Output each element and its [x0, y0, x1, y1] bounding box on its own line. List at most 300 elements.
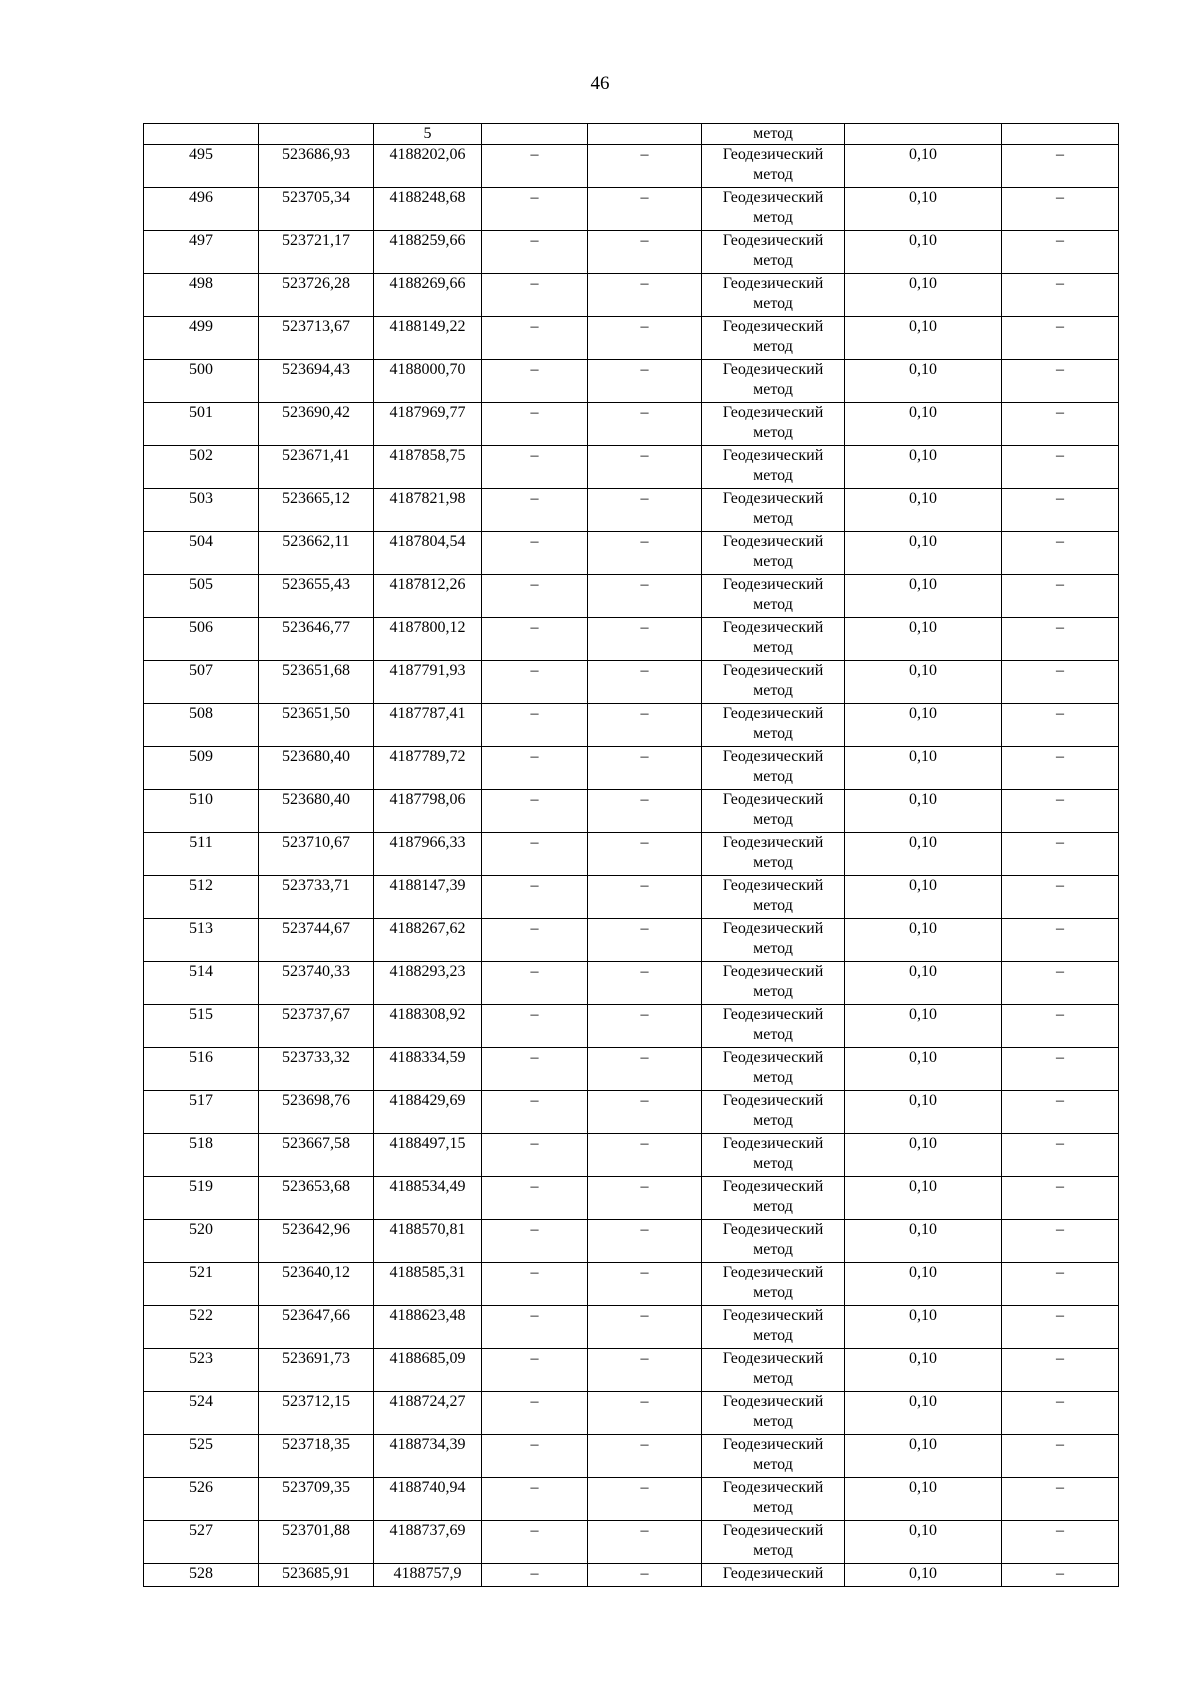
table-row [144, 317, 1119, 360]
table-row [144, 747, 1119, 790]
cell-col4: – [482, 1306, 588, 1349]
cell-point-number: 511 [144, 833, 259, 876]
cell-col8: – [1002, 1005, 1119, 1048]
table-row [144, 1306, 1119, 1349]
cell-col5: – [588, 532, 702, 575]
cell-point-number: 500 [144, 360, 259, 403]
y-coordinate-value: 4188429,69 [389, 1092, 466, 1109]
cell-col8: – [1002, 747, 1119, 790]
y-coordinate-value: 4188259,66 [389, 232, 466, 249]
y-coordinate-value: 4187804,54 [389, 533, 466, 550]
table-row [144, 1564, 1119, 1587]
cell-method: Геодезический метод [702, 1392, 845, 1435]
cell-point-number: 506 [144, 618, 259, 661]
table-row [144, 532, 1119, 575]
y-coordinate-value: 4188497,15 [389, 1135, 466, 1152]
cell-x: 523709,35 [259, 1478, 374, 1521]
cell-col5: – [588, 1220, 702, 1263]
cell-accuracy: 0,10 [845, 790, 1002, 833]
cell-method: Геодезический метод [702, 317, 845, 360]
cell-col4: – [482, 1177, 588, 1220]
cell-col5: – [588, 231, 702, 274]
cell-accuracy: 0,10 [845, 274, 1002, 317]
y-coordinate-value: 4188334,59 [389, 1049, 466, 1066]
y-coordinate-value: 4188147,39 [389, 877, 466, 894]
cell-y [374, 962, 482, 1005]
cell-point-number: 499 [144, 317, 259, 360]
cell-point-number: 501 [144, 403, 259, 446]
cell-col4: – [482, 1564, 588, 1587]
cell-x: 523655,43 [259, 575, 374, 618]
cell-point-number: 526 [144, 1478, 259, 1521]
cell-col5: – [588, 1263, 702, 1306]
cell-col5: – [588, 317, 702, 360]
cell-col4: – [482, 1435, 588, 1478]
cell-col5: – [588, 575, 702, 618]
cell-y [374, 1263, 482, 1306]
cell-accuracy: 0,10 [845, 360, 1002, 403]
y-coordinate-value: 4188685,09 [389, 1350, 466, 1367]
cell-point-number: 520 [144, 1220, 259, 1263]
cell-method: Геодезический метод [702, 532, 845, 575]
cell-y [374, 1521, 482, 1564]
cell-x: 523640,12 [259, 1263, 374, 1306]
cell-point-number: 505 [144, 575, 259, 618]
cell-x: 523647,66 [259, 1306, 374, 1349]
cell-y [374, 188, 482, 231]
cell-accuracy: 0,10 [845, 1005, 1002, 1048]
cell-accuracy: 0,10 [845, 661, 1002, 704]
cell-x: 523721,17 [259, 231, 374, 274]
cell-col5: – [588, 1306, 702, 1349]
y-coordinate-value: 4188737,69 [389, 1522, 466, 1539]
table-row-continued [144, 124, 1119, 145]
cell-method: Геодезический метод [702, 704, 845, 747]
cell-point-number: 522 [144, 1306, 259, 1349]
table-row [144, 446, 1119, 489]
cell-col5: – [588, 833, 702, 876]
cell-method: Геодезический метод [702, 575, 845, 618]
cell-col8: – [1002, 1564, 1119, 1587]
table-row [144, 1435, 1119, 1478]
cell-accuracy: 0,10 [845, 1134, 1002, 1177]
cell-method: Геодезический метод [702, 1005, 845, 1048]
cell-method: Геодезический метод [702, 1349, 845, 1392]
table-row [144, 1005, 1119, 1048]
cell-x: 523726,28 [259, 274, 374, 317]
y-coordinate-value: 4187798,06 [389, 791, 466, 808]
cell-y [374, 489, 482, 532]
cell-y [374, 446, 482, 489]
cell-col4: – [482, 704, 588, 747]
y-coordinate-value: 4187800,12 [389, 619, 466, 636]
cell-col8: – [1002, 317, 1119, 360]
cell-col8: – [1002, 1134, 1119, 1177]
cell-col4: – [482, 403, 588, 446]
table-row [144, 1091, 1119, 1134]
cell-y [374, 1220, 482, 1263]
cell-x: 523665,12 [259, 489, 374, 532]
cell-method: Геодезический метод [702, 1263, 845, 1306]
cell-method: Геодезический метод [702, 1048, 845, 1091]
cell-x: 523680,40 [259, 790, 374, 833]
cell-col5: – [588, 1392, 702, 1435]
cell-y [374, 1435, 482, 1478]
cell-col5: – [588, 274, 702, 317]
cell-col8: – [1002, 231, 1119, 274]
cell-y [374, 1564, 482, 1587]
cell-y [374, 1349, 482, 1392]
table-row [144, 575, 1119, 618]
cell-col4: – [482, 1521, 588, 1564]
cell-x: 523718,35 [259, 1435, 374, 1478]
cell-x: 523694,43 [259, 360, 374, 403]
cell-point-number: 504 [144, 532, 259, 575]
cell-y: 5 [374, 124, 482, 145]
cell-col8: – [1002, 575, 1119, 618]
cell-point-number: 517 [144, 1091, 259, 1134]
cell-x: 523671,41 [259, 446, 374, 489]
cell-col5: – [588, 1177, 702, 1220]
cell-y [374, 833, 482, 876]
cell-col4: – [482, 360, 588, 403]
cell-col5: – [588, 919, 702, 962]
y-coordinate-value: 4187787,41 [389, 705, 466, 722]
cell-col4: – [482, 1392, 588, 1435]
cell-point-number: 507 [144, 661, 259, 704]
y-coordinate-value: 4188740,94 [389, 1479, 466, 1496]
cell-accuracy: 0,10 [845, 1263, 1002, 1306]
cell-x: 523646,77 [259, 618, 374, 661]
cell-y [374, 1392, 482, 1435]
cell-accuracy: 0,10 [845, 532, 1002, 575]
cell-x: 523651,50 [259, 704, 374, 747]
cell-y [374, 704, 482, 747]
y-coordinate-value: 4187789,72 [389, 748, 466, 765]
cell-col8: – [1002, 1349, 1119, 1392]
cell-method: Геодезический метод [702, 747, 845, 790]
cell-method: Геодезический метод [702, 661, 845, 704]
cell-col8: – [1002, 1306, 1119, 1349]
table-row [144, 1177, 1119, 1220]
cell-point-number: 521 [144, 1263, 259, 1306]
y-coordinate-value: 4188534,49 [389, 1178, 466, 1195]
y-coordinate-value: 4187812,26 [389, 576, 466, 593]
cell-col8: – [1002, 1435, 1119, 1478]
cell-accuracy: 0,10 [845, 704, 1002, 747]
cell-col5: – [588, 747, 702, 790]
cell-point-number: 497 [144, 231, 259, 274]
cell-col4: – [482, 317, 588, 360]
y-coordinate-value: 4188724,27 [389, 1393, 466, 1410]
cell-x [259, 124, 374, 145]
cell-col8: – [1002, 1091, 1119, 1134]
cell-col4: – [482, 489, 588, 532]
table-row [144, 661, 1119, 704]
cell-col5: – [588, 1134, 702, 1177]
cell-point-number: 498 [144, 274, 259, 317]
cell-col8: – [1002, 1478, 1119, 1521]
table-row [144, 962, 1119, 1005]
cell-y [374, 532, 482, 575]
cell-x: 523685,91 [259, 1564, 374, 1587]
table-row [144, 360, 1119, 403]
cell-col5: – [588, 790, 702, 833]
cell-col4: – [482, 188, 588, 231]
cell-col4: – [482, 274, 588, 317]
coordinates-table [143, 123, 1119, 1587]
cell-y [374, 1048, 482, 1091]
cell-x: 523698,76 [259, 1091, 374, 1134]
cell-method: Геодезический метод [702, 1177, 845, 1220]
cell-col4: – [482, 1091, 588, 1134]
cell-col8: – [1002, 446, 1119, 489]
cell-x: 523712,15 [259, 1392, 374, 1435]
cell-accuracy: 0,10 [845, 1091, 1002, 1134]
cell-point-number [144, 124, 259, 145]
cell-x: 523680,40 [259, 747, 374, 790]
cell-point-number: 527 [144, 1521, 259, 1564]
cell-accuracy: 0,10 [845, 833, 1002, 876]
y-coordinate-value: 4187821,98 [389, 490, 466, 507]
table-row [144, 833, 1119, 876]
y-coordinate-value: 4188267,62 [389, 920, 466, 937]
cell-point-number: 515 [144, 1005, 259, 1048]
cell-y [374, 145, 482, 188]
cell-accuracy: 0,10 [845, 145, 1002, 188]
cell-col5: – [588, 1005, 702, 1048]
y-coordinate-value: 4188308,92 [389, 1006, 466, 1023]
table-row [144, 790, 1119, 833]
cell-method: Геодезический метод [702, 145, 845, 188]
cell-col8: – [1002, 1521, 1119, 1564]
cell-y [374, 274, 482, 317]
cell-col4: – [482, 962, 588, 1005]
cell-col8: – [1002, 1177, 1119, 1220]
cell-col4: – [482, 145, 588, 188]
y-coordinate-value: 4187966,33 [389, 834, 466, 851]
cell-x: 523737,67 [259, 1005, 374, 1048]
table-row [144, 1048, 1119, 1091]
cell-accuracy [845, 124, 1002, 145]
cell-accuracy: 0,10 [845, 317, 1002, 360]
table-row [144, 1392, 1119, 1435]
table-row [144, 1220, 1119, 1263]
cell-method: Геодезический метод [702, 790, 845, 833]
cell-col4: – [482, 618, 588, 661]
cell-point-number: 519 [144, 1177, 259, 1220]
cell-accuracy: 0,10 [845, 1177, 1002, 1220]
cell-col5: – [588, 1564, 702, 1587]
cell-accuracy: 0,10 [845, 575, 1002, 618]
cell-method: Геодезический метод [702, 1435, 845, 1478]
cell-point-number: 512 [144, 876, 259, 919]
cell-col4: – [482, 876, 588, 919]
y-coordinate-value: 4188269,66 [389, 275, 466, 292]
cell-x: 523705,34 [259, 188, 374, 231]
cell-x: 523667,58 [259, 1134, 374, 1177]
cell-col8: – [1002, 919, 1119, 962]
cell-col8: – [1002, 704, 1119, 747]
cell-y [374, 661, 482, 704]
page-number: 46 [590, 73, 610, 94]
cell-col8: – [1002, 532, 1119, 575]
cell-col8: – [1002, 833, 1119, 876]
cell-method: Геодезический метод [702, 231, 845, 274]
cell-y [374, 876, 482, 919]
table-row [144, 1349, 1119, 1392]
cell-x: 523744,67 [259, 919, 374, 962]
cell-x: 523691,73 [259, 1349, 374, 1392]
table-row [144, 188, 1119, 231]
cell-col5: – [588, 962, 702, 1005]
table-row [144, 274, 1119, 317]
y-coordinate-value: 4188570,81 [389, 1221, 466, 1238]
cell-col8: – [1002, 145, 1119, 188]
table-row [144, 876, 1119, 919]
cell-col4: – [482, 833, 588, 876]
cell-method: Геодезический метод [702, 1521, 845, 1564]
table-row [144, 1478, 1119, 1521]
cell-x: 523733,32 [259, 1048, 374, 1091]
cell-col5: – [588, 145, 702, 188]
cell-col4: – [482, 1048, 588, 1091]
cell-col5: – [588, 1091, 702, 1134]
cell-accuracy: 0,10 [845, 1349, 1002, 1392]
cell-method: метод [702, 124, 845, 145]
cell-col5: – [588, 876, 702, 919]
cell-method: Геодезический [702, 1564, 845, 1587]
cell-x: 523686,93 [259, 145, 374, 188]
y-coordinate-value: 4188149,22 [389, 318, 466, 335]
table-row [144, 1134, 1119, 1177]
cell-col8: – [1002, 188, 1119, 231]
cell-point-number: 495 [144, 145, 259, 188]
table-row [144, 1263, 1119, 1306]
cell-x: 523690,42 [259, 403, 374, 446]
cell-y [374, 575, 482, 618]
cell-y [374, 790, 482, 833]
cell-x: 523662,11 [259, 532, 374, 575]
cell-method: Геодезический метод [702, 618, 845, 661]
cell-y [374, 1306, 482, 1349]
cell-accuracy: 0,10 [845, 188, 1002, 231]
cell-col5: – [588, 360, 702, 403]
y-coordinate-value: 4188734,39 [389, 1436, 466, 1453]
cell-accuracy: 0,10 [845, 231, 1002, 274]
cell-point-number: 496 [144, 188, 259, 231]
cell-accuracy: 0,10 [845, 1220, 1002, 1263]
cell-col8: – [1002, 1263, 1119, 1306]
cell-accuracy: 0,10 [845, 1392, 1002, 1435]
cell-x: 523642,96 [259, 1220, 374, 1263]
cell-col8: – [1002, 962, 1119, 1005]
cell-accuracy: 0,10 [845, 1478, 1002, 1521]
cell-y [374, 1478, 482, 1521]
cell-col4: – [482, 1478, 588, 1521]
cell-method: Геодезический метод [702, 1478, 845, 1521]
cell-y [374, 1134, 482, 1177]
table-row [144, 231, 1119, 274]
cell-y [374, 1177, 482, 1220]
cell-point-number: 523 [144, 1349, 259, 1392]
y-coordinate-value: 4188248,68 [389, 189, 466, 206]
cell-y [374, 1091, 482, 1134]
cell-method: Геодезический метод [702, 489, 845, 532]
cell-point-number: 510 [144, 790, 259, 833]
cell-col8: – [1002, 790, 1119, 833]
cell-x: 523651,68 [259, 661, 374, 704]
cell-method: Геодезический метод [702, 962, 845, 1005]
y-coordinate-value: 4188757,9 [393, 1565, 462, 1582]
cell-point-number: 513 [144, 919, 259, 962]
cell-y [374, 1005, 482, 1048]
table-row [144, 618, 1119, 661]
cell-method: Геодезический метод [702, 1220, 845, 1263]
cell-col8: – [1002, 274, 1119, 317]
cell-col8: – [1002, 360, 1119, 403]
cell-accuracy: 0,10 [845, 1306, 1002, 1349]
cell-y [374, 919, 482, 962]
table-row [144, 1521, 1119, 1564]
cell-col8: – [1002, 489, 1119, 532]
table-body [144, 124, 1119, 1587]
cell-point-number: 502 [144, 446, 259, 489]
cell-col5: – [588, 1478, 702, 1521]
cell-col4: – [482, 1220, 588, 1263]
cell-y [374, 747, 482, 790]
cell-col4: – [482, 446, 588, 489]
cell-y [374, 618, 482, 661]
cell-col5: – [588, 1435, 702, 1478]
cell-x: 523710,67 [259, 833, 374, 876]
y-coordinate-value: 4188000,70 [389, 361, 466, 378]
cell-col5: – [588, 1521, 702, 1564]
y-coordinate-value: 4188623,48 [389, 1307, 466, 1324]
cell-col8: – [1002, 403, 1119, 446]
y-coordinate-value: 4188202,06 [389, 146, 466, 163]
cell-col5: – [588, 1349, 702, 1392]
cell-col4: – [482, 790, 588, 833]
table-row [144, 145, 1119, 188]
cell-accuracy: 0,10 [845, 747, 1002, 790]
cell-col4: – [482, 231, 588, 274]
cell-point-number: 514 [144, 962, 259, 1005]
y-coordinate-value: 4188293,23 [389, 963, 466, 980]
cell-point-number: 525 [144, 1435, 259, 1478]
table-row [144, 704, 1119, 747]
cell-col4: – [482, 532, 588, 575]
cell-x: 523713,67 [259, 317, 374, 360]
y-coordinate-value: 4188585,31 [389, 1264, 466, 1281]
cell-accuracy: 0,10 [845, 1048, 1002, 1091]
cell-method: Геодезический метод [702, 274, 845, 317]
cell-method: Геодезический метод [702, 919, 845, 962]
cell-accuracy: 0,10 [845, 1435, 1002, 1478]
cell-col4: – [482, 1005, 588, 1048]
cell-method: Геодезический метод [702, 1306, 845, 1349]
cell-accuracy: 0,10 [845, 403, 1002, 446]
cell-col8: – [1002, 1220, 1119, 1263]
cell-col5: – [588, 188, 702, 231]
cell-col4: – [482, 661, 588, 704]
cell-col5: – [588, 489, 702, 532]
cell-accuracy: 0,10 [845, 446, 1002, 489]
cell-y [374, 231, 482, 274]
cell-point-number: 528 [144, 1564, 259, 1587]
cell-col8: – [1002, 1392, 1119, 1435]
cell-y [374, 403, 482, 446]
